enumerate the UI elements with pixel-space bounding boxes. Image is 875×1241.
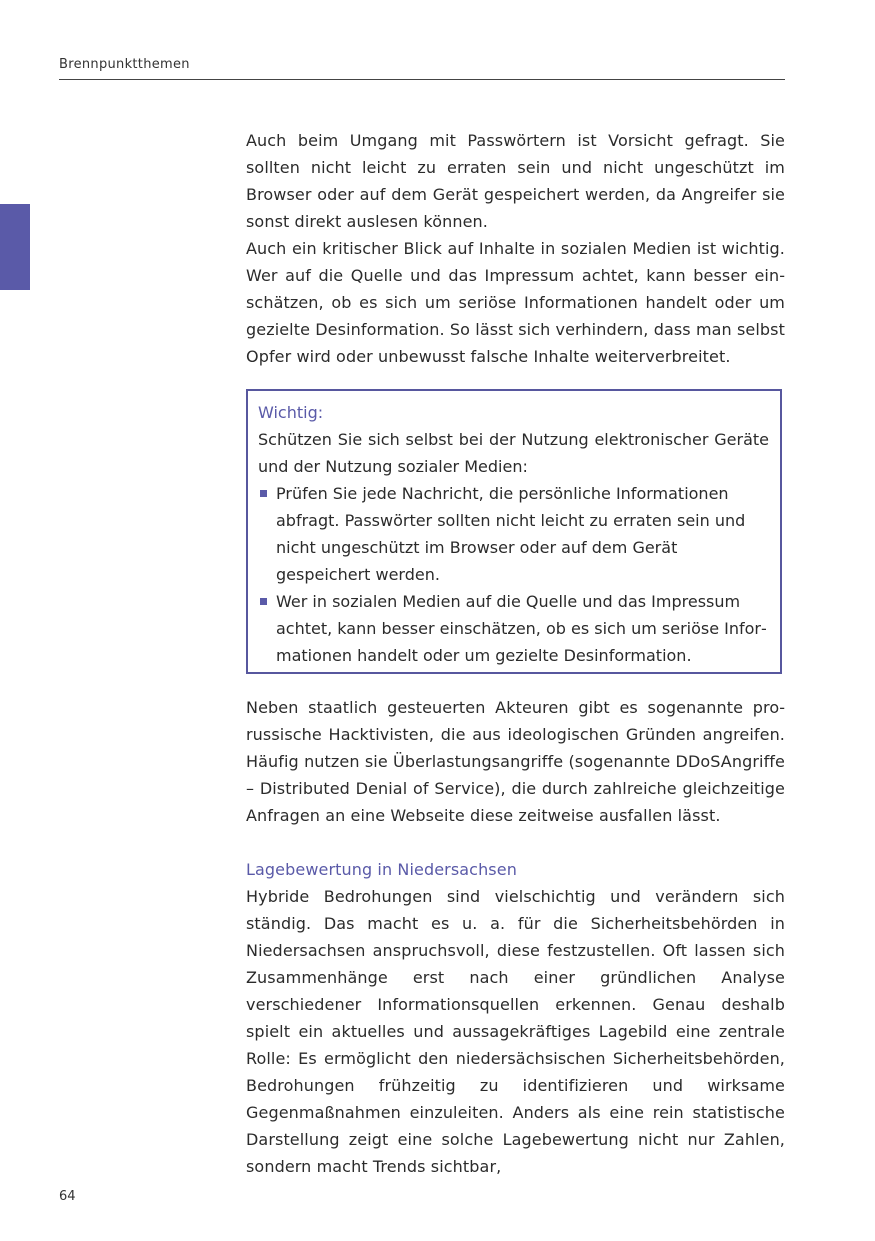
paragraph-social-media: Auch ein kritischer Blick auf Inhalte in sozialen Medien ist wichtig. Wer auf die Quelle und das Impressum achtet, kann besser einschätzen, ob es sich um seriöse Informationen handelt oder um gezielte Desinformation. So lässt sich verhindern, dass man selbst Opfer wird oder unbewusst falsche Inhalte weiterverbreitet. — [246, 239, 785, 366]
paragraph-hacktivists: Neben staatlich gesteuerten Akteuren gibt es sogenannte prorussische Hacktivisten, die aus ideologischen Gründen angreifen. Häufig nutzen sie Überlastungsangriffe (sogenannte DDoSAngriffe – Distributed Denial of Service), die durch zahlreiche gleichzeitige Anfragen an eine Webseite diese zeitweise ausfallen lässt. — [246, 698, 785, 825]
info-box-title: Wichtig: — [258, 403, 324, 422]
page-number: 64 — [59, 1189, 76, 1204]
info-box-list — [258, 480, 769, 669]
square-bullet-icon — [260, 598, 267, 605]
info-box-intro: Schützen Sie sich selbst bei der Nutzung elektronischer Geräte und der Nutzung sozialer Medien: — [258, 430, 769, 476]
intro-text-block — [246, 127, 785, 370]
list-item-text: Wer in sozialen Medien auf die Quelle und das Impressum achtet, kann besser einschätzen, ob es sich um seriöse Informationen handelt oder um gezielte Desinformation. — [276, 592, 767, 665]
running-header: Brennpunktthemen — [59, 57, 190, 72]
paragraph-passwords: Auch beim Umgang mit Passwörtern ist Vorsicht gefragt. Sie sollten nicht leicht zu erraten sein und nicht ungeschützt im Browser oder auf dem Gerät gespeichert werden, da Angreifer sie sonst direkt auslesen können. — [246, 131, 785, 231]
important-info-box — [246, 389, 782, 674]
header-divider — [59, 79, 785, 80]
section-heading: Lagebewertung in Niedersachsen — [246, 860, 517, 879]
list-item-text: Prüfen Sie jede Nachricht, die persönliche Informationen abfragt. Passwörter sollten nicht leicht zu erraten sein und nicht ungeschützt im Browser oder auf dem Gerät gespeichert werden. — [276, 484, 746, 584]
section-body: Hybride Bedrohungen sind vielschichtig und verändern sich ständig. Das macht es u. a. für die Sicherheitsbehörden in Niedersachsen anspruchsvoll, diese festzustellen. Oft lassen sich Zusammenhänge erst nach einer gründlichen Analyse verschiedener Informationsquellen erkennen. Genau deshalb spielt ein aktuelles und aussagekräftiges Lagebild eine zentrale Rolle: Es ermöglicht den niedersächsischen Sicherheitsbehörden, Bedrohungen frühzeitig zu identifizieren und wirksame Gegenmaßnahmen einzuleiten. Anders als eine rein statistische Darstellung zeigt eine solche Lagebewertung nicht nur Zahlen, sondern macht Trends sichtbar, — [246, 887, 785, 1176]
section-lagebewertung — [246, 856, 785, 1180]
middle-text-block — [246, 694, 785, 829]
chapter-side-tab — [0, 204, 30, 290]
list-item — [258, 588, 769, 669]
square-bullet-icon — [260, 490, 267, 497]
list-item — [258, 480, 769, 588]
